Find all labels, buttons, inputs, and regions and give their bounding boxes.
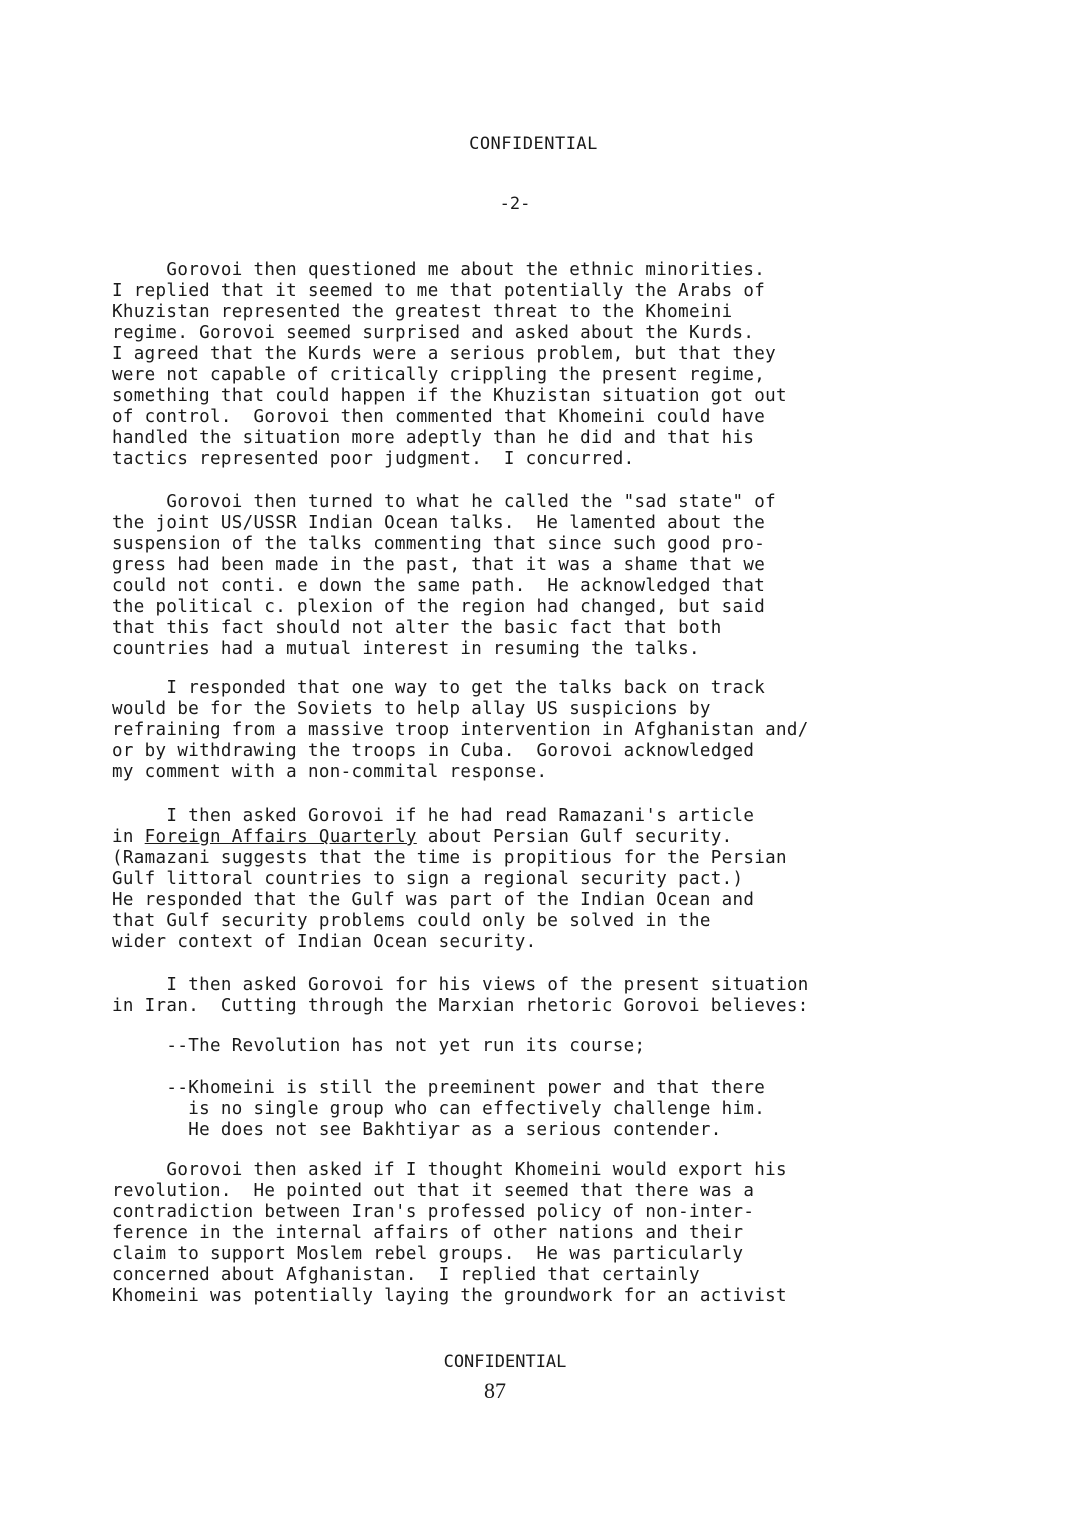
p5-line-2: in Iran. Cutting through the Marxian rhetoric Gorovoi believes: (112, 996, 809, 1016)
p4-line-7: wider context of Indian Ocean security. (112, 932, 537, 952)
p2-line-2: the joint US/USSR Indian Ocean talks. He lamented about the (112, 513, 766, 533)
p1-line-2: I replied that it seemed to me that potentially the Arabs of (112, 281, 766, 301)
p1-line-8: of control. Gorovoi then commented that Khomeini could have (112, 407, 766, 427)
p4-line-2 (112, 827, 733, 847)
p4-line-4: Gulf littoral countries to sign a regional security pact.) (112, 869, 744, 889)
p1-line-5: I agreed that the Kurds were a serious problem, but that they (112, 344, 777, 364)
p1-line-9: handled the situation more adeptly than he did and that his (112, 428, 755, 448)
p4-line-1: I then asked Gorovoi if he had read Ramazani's article (112, 806, 755, 826)
p6-line-2: revolution. He pointed out that it seemed that there was a (112, 1181, 755, 1201)
bullet-2-line-1: --Khomeini is still the preeminent power and that there (112, 1078, 766, 1098)
p2-line-1: Gorovoi then turned to what he called the "sad state" of (112, 492, 777, 512)
p3-line-4: or by withdrawing the troops in Cuba. Gorovoi acknowledged (112, 741, 755, 761)
p4-line-5: He responded that the Gulf was part of the Indian Ocean and (112, 890, 755, 910)
bullet-2-line-3: He does not see Bakhtiyar as a serious contender. (112, 1120, 722, 1140)
p6-line-3: contradiction between Iran's professed policy of non-inter- (112, 1202, 755, 1222)
page-marker: -2- (499, 194, 531, 214)
header-classification: CONFIDENTIAL (469, 134, 598, 154)
footer-classification: CONFIDENTIAL (443, 1352, 567, 1372)
p4-line-2-post: about Persian Gulf security. (416, 827, 733, 847)
p6-line-4: ference in the internal affairs of other nations and their (112, 1223, 744, 1243)
p6-line-7: Khomeini was potentially laying the groundwork for an activist (112, 1286, 787, 1306)
p1-line-7: something that could happen if the Khuzistan situation got out (112, 386, 787, 406)
p5-line-1: I then asked Gorovoi for his views of the present situation (112, 975, 809, 995)
p6-line-6: concerned about Afghanistan. I replied that certainly (112, 1265, 700, 1285)
p6-line-1: Gorovoi then asked if I thought Khomeini would export his (112, 1160, 787, 1180)
p1-line-4: regime. Gorovoi seemed surprised and asked about the Kurds. (112, 323, 755, 343)
p2-line-5: could not conti. e down the same path. He acknowledged that (112, 576, 766, 596)
p2-line-6: the political c. plexion of the region had changed, but said (112, 597, 766, 617)
page-number: 87 (484, 1378, 506, 1403)
p2-line-3: suspension of the talks commenting that since such good pro- (112, 534, 766, 554)
p1-line-6: were not capable of critically crippling the present regime, (112, 365, 766, 385)
p4-line-6: that Gulf security problems could only be solved in the (112, 911, 711, 931)
p2-line-7: that this fact should not alter the basic fact that both (112, 618, 722, 638)
bullet-1: --The Revolution has not yet run its course; (112, 1036, 646, 1056)
bullet-2-line-2: is no single group who can effectively challenge him. (112, 1099, 766, 1119)
p3-line-3: refraining from a massive troop intervention in Afghanistan and/ (112, 720, 809, 740)
p1-line-1: Gorovoi then questioned me about the ethnic minorities. (112, 260, 766, 280)
p4-line-3: (Ramazani suggests that the time is propitious for the Persian (112, 848, 787, 868)
p1-line-10: tactics represented poor judgment. I concurred. (112, 449, 635, 469)
p3-line-2: would be for the Soviets to help allay US suspicions by (112, 699, 711, 719)
p2-line-4: gress had been made in the past, that it was a shame that we (112, 555, 766, 575)
p2-line-8: countries had a mutual interest in resuming the talks. (112, 639, 700, 659)
p3-line-5: my comment with a non-commital response. (112, 762, 548, 782)
p6-line-5: claim to support Moslem rebel groups. He was particularly (112, 1244, 744, 1264)
p1-line-3: Khuzistan represented the greatest threat to the Khomeini (112, 302, 733, 322)
journal-title: Foreign Affairs Quarterly (144, 827, 417, 847)
p3-line-1: I responded that one way to get the talks back on track (112, 678, 766, 698)
p4-line-2-pre: in (112, 827, 145, 847)
